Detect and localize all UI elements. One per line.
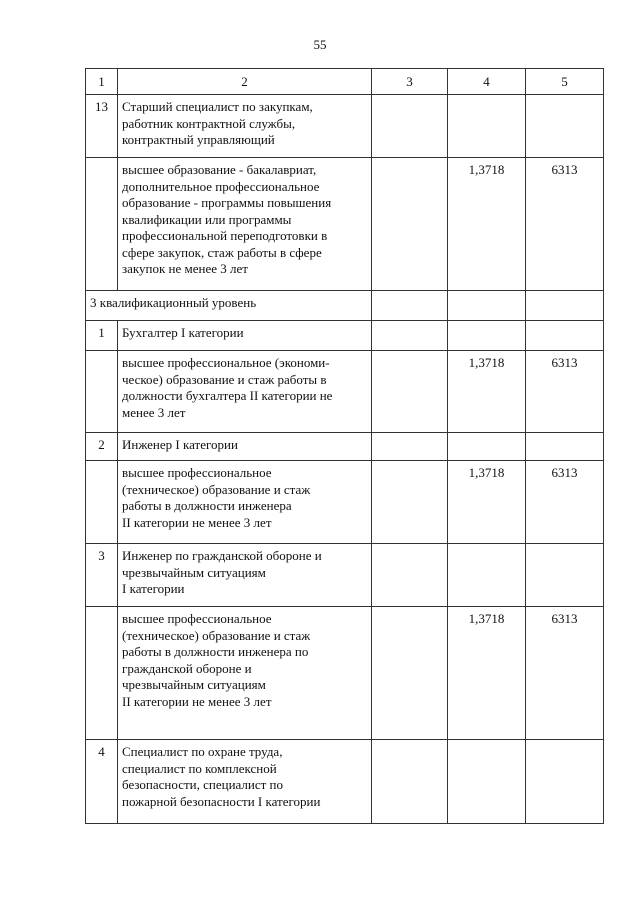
salary: 6313 <box>526 351 604 433</box>
position-title: Специалист по охране труда, специалист по комплексной безопасности, специалист по пожарной безопасности I категории <box>118 740 372 824</box>
cell-col3 <box>372 95 448 158</box>
row-number: 1 <box>86 321 118 351</box>
table-row <box>86 95 604 158</box>
cell-col3 <box>372 158 448 291</box>
cell-col3 <box>372 607 448 740</box>
cell-col3 <box>372 740 448 824</box>
cell-col4 <box>448 291 526 321</box>
page-number: 55 <box>313 37 327 52</box>
coefficient: 1,3718 <box>448 461 526 544</box>
coefficient <box>448 433 526 461</box>
cell-col3 <box>372 544 448 607</box>
salary <box>526 95 604 158</box>
table-row <box>86 433 604 461</box>
cell-col3 <box>372 321 448 351</box>
table-row <box>86 544 604 607</box>
salary <box>526 433 604 461</box>
cell-col3 <box>372 291 448 321</box>
salary: 6313 <box>526 607 604 740</box>
column-header: 2 <box>118 69 372 95</box>
coefficient <box>448 544 526 607</box>
row-number: 13 <box>86 95 118 158</box>
position-title: Бухгалтер I категории <box>118 321 372 351</box>
table-header-row <box>86 69 604 95</box>
qualification-requirement: высшее профессиональное (экономи- ческое) образование и стаж работы в должности бухгалтера II категории не менее 3 лет <box>118 351 372 433</box>
section-title: 3 квалификационный уровень <box>86 291 372 321</box>
coefficient <box>448 740 526 824</box>
column-header: 1 <box>86 69 118 95</box>
table-row <box>86 351 604 433</box>
column-header: 4 <box>448 69 526 95</box>
coefficient: 1,3718 <box>448 607 526 740</box>
section-row <box>86 291 604 321</box>
row-number: 4 <box>86 740 118 824</box>
row-number <box>86 158 118 291</box>
cell-col3 <box>372 433 448 461</box>
qualification-requirement: высшее профессиональное (техническое) образование и стаж работы в должности инженера II категории не менее 3 лет <box>118 461 372 544</box>
salary <box>526 321 604 351</box>
coefficient: 1,3718 <box>448 158 526 291</box>
row-number: 2 <box>86 433 118 461</box>
salary: 6313 <box>526 461 604 544</box>
position-title: Старший специалист по закупкам, работник контрактной службы, контрактный управляющий <box>118 95 372 158</box>
qualification-requirement: высшее образование - бакалавриат, дополнительное профессиональное образование - программы повышения квалификации или программы профессиональной переподготовки в сфере закупок, стаж работы в сфере закупок не менее 3 лет <box>118 158 372 291</box>
table-row <box>86 158 604 291</box>
coefficient: 1,3718 <box>448 351 526 433</box>
cell-col3 <box>372 351 448 433</box>
table-row <box>86 461 604 544</box>
coefficient <box>448 321 526 351</box>
table-row <box>86 740 604 824</box>
position-title: Инженер по гражданской обороне и чрезвычайным ситуациям I категории <box>118 544 372 607</box>
position-title: Инженер I категории <box>118 433 372 461</box>
table-row <box>86 607 604 740</box>
cell-col3 <box>372 461 448 544</box>
qualification-requirement: высшее профессиональное (техническое) образование и стаж работы в должности инженера по гражданской обороне и чрезвычайным ситуациям II категории не менее 3 лет <box>118 607 372 740</box>
row-number <box>86 607 118 740</box>
salary: 6313 <box>526 158 604 291</box>
column-header: 5 <box>526 69 604 95</box>
salary <box>526 740 604 824</box>
column-header: 3 <box>372 69 448 95</box>
row-number: 3 <box>86 544 118 607</box>
row-number <box>86 461 118 544</box>
row-number <box>86 351 118 433</box>
table-row <box>86 321 604 351</box>
cell-col5 <box>526 291 604 321</box>
salary <box>526 544 604 607</box>
coefficient <box>448 95 526 158</box>
qualification-table <box>85 68 604 824</box>
